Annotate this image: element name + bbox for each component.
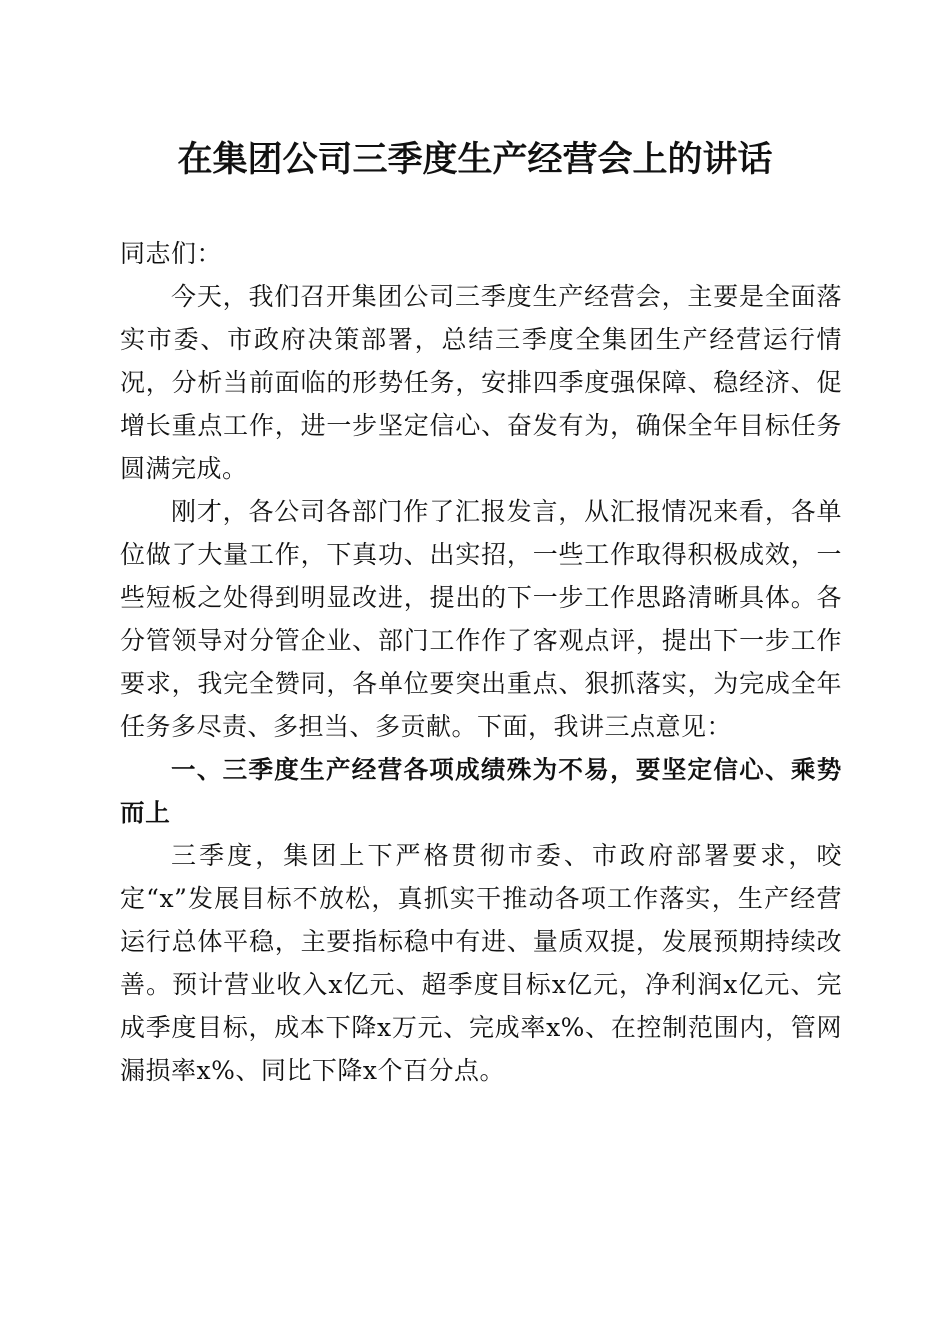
paragraph-opening: 今天，我们召开集团公司三季度生产经营会，主要是全面落实市委、市政府决策部署，总结三季度全集团生产经营运行情况，分析当前面临的形势任务，安排四季度强保障、稳经济、促增长重点工作，进一步坚定信心、奋发有为，确保全年目标任务圆满完成。 (120, 282, 842, 483)
salutation: 同志们： (120, 239, 223, 268)
document-body (120, 232, 842, 1092)
paragraph-reports: 刚才，各公司各部门作了汇报发言，从汇报情况来看，各单位做了大量工作，下真功、出实招，一些工作取得积极成效，一些短板之处得到明显改进，提出的下一步工作思路清晰具体。各分管领导对分管企业、部门工作作了客观点评，提出下一步工作要求，我完全赞同，各单位要突出重点、狠抓落实，为完成全年任务多尽责、多担当、多贡献。下面，我讲三点意见： (120, 497, 842, 741)
section-heading-1: 一、三季度生产经营各项成绩殊为不易，要坚定信心、乘势而上 (120, 755, 842, 827)
document-title: 在集团公司三季度生产经营会上的讲话 (177, 139, 773, 180)
paragraph-q3-results: 三季度，集团上下严格贯彻市委、市政府部署要求，咬定“x”发展目标不放松，真抓实干推动各项工作落实，生产经营运行总体平稳，主要指标稳中有进、量质双提，发展预期持续改善。预计营业收入x亿元、超季度目标x亿元，净利润x亿元、完成季度目标，成本下降x万元、完成率x%、在控制范围内，管网漏损率x%、同比下降x个百分点。 (120, 841, 842, 1085)
